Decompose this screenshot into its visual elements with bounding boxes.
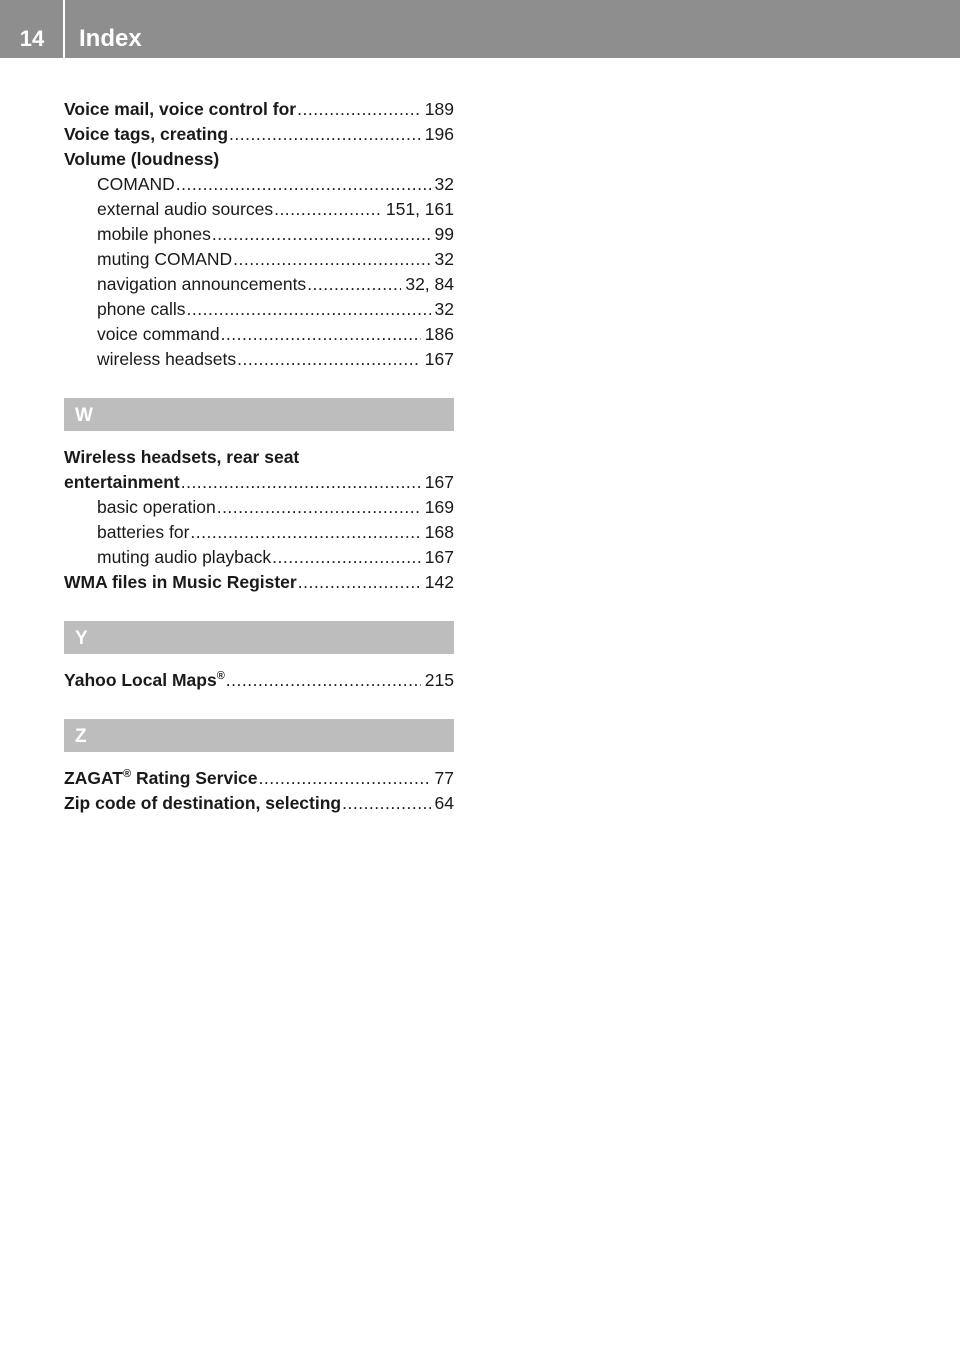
entry-term-text: ZAGAT (64, 768, 123, 788)
subentry-term: basic operation (97, 497, 216, 517)
registered-mark: ® (122, 768, 132, 781)
leader-dots (176, 172, 431, 197)
leader-dots (233, 247, 430, 272)
subentry-term: wireless headsets (97, 349, 237, 369)
subentry-page: 99 (434, 224, 454, 244)
subentry-page: 32, 84 (405, 274, 454, 294)
entry-term (64, 766, 258, 791)
index-subentry (64, 322, 454, 347)
index-entry (64, 122, 454, 147)
entry-term: Voice mail, voice control for (64, 99, 297, 119)
page-number: 14 (19, 26, 45, 51)
entry-page: 64 (434, 793, 454, 813)
index-subentry (64, 545, 454, 570)
index-entry (64, 97, 454, 122)
leader-dots (212, 222, 431, 247)
entry-heading: Wireless headsets, rear seat (64, 447, 300, 467)
leader-dots (259, 766, 431, 791)
entry-page: 77 (434, 768, 454, 788)
index-subentry (64, 172, 454, 197)
subentry-page: 151, 161 (385, 199, 454, 219)
subentry-page: 32 (434, 249, 454, 269)
leader-dots (274, 197, 382, 222)
leader-dots (221, 322, 421, 347)
leader-dots (226, 668, 421, 693)
leader-dots (190, 520, 420, 545)
section-header-y: Y (64, 621, 454, 654)
subentry-term: voice command (97, 324, 220, 344)
index-subentry (64, 495, 454, 520)
leader-dots (187, 297, 431, 322)
leader-dots (272, 545, 421, 570)
entry-page: 196 (424, 124, 454, 144)
entry-term: Zip code of destination, selecting (64, 793, 342, 813)
entry-page: 142 (424, 572, 454, 592)
subentry-page: 186 (424, 324, 454, 344)
subentry-term: batteries for (97, 522, 190, 542)
subentry-term: navigation announcements (97, 274, 307, 294)
subentry-page: 167 (424, 547, 454, 567)
subentry-page: 32 (434, 299, 454, 319)
entry-page: 215 (424, 670, 454, 690)
leader-dots (342, 791, 430, 816)
index-column (64, 97, 454, 816)
index-subentry (64, 197, 454, 222)
index-subentry (64, 347, 454, 372)
registered-mark: ® (216, 670, 225, 683)
index-entry (64, 791, 454, 816)
subentry-page: 169 (424, 497, 454, 517)
index-entry (64, 470, 454, 495)
index-subentry (64, 297, 454, 322)
index-entry (64, 570, 454, 595)
index-subentry (64, 247, 454, 272)
entry-term: entertainment (64, 472, 180, 492)
entry-heading: Volume (loudness) (64, 149, 220, 169)
leader-dots (237, 347, 421, 372)
leader-dots (181, 470, 421, 495)
index-subentry (64, 272, 454, 297)
leader-dots (307, 272, 401, 297)
entry-term-text: Rating Service (131, 768, 258, 788)
index-entry (64, 668, 454, 693)
subentry-term: muting COMAND (97, 249, 233, 269)
index-subentry (64, 222, 454, 247)
leader-dots (229, 122, 421, 147)
entry-term-text: Yahoo Local Maps (64, 670, 217, 690)
entry-term: Voice tags, creating (64, 124, 229, 144)
header-divider (63, 0, 65, 58)
subentry-term: muting audio playback (97, 547, 272, 567)
entry-term: WMA files in Music Register (64, 572, 297, 592)
section-header-z: Z (64, 719, 454, 752)
entry-page: 167 (424, 472, 454, 492)
leader-dots (298, 570, 421, 595)
subentry-page: 168 (424, 522, 454, 542)
section-header-w: W (64, 398, 454, 431)
entry-page: 189 (424, 99, 454, 119)
index-entry (64, 766, 454, 791)
subentry-term: phone calls (97, 299, 186, 319)
page-title: Index (79, 25, 142, 52)
subentry-page: 32 (434, 174, 454, 194)
subentry-term: mobile phones (97, 224, 211, 244)
subentry-term: external audio sources (97, 199, 274, 219)
index-subentry (64, 520, 454, 545)
subentry-term: COMAND (97, 174, 175, 194)
entry-term (64, 668, 225, 693)
page-header (0, 0, 960, 58)
subentry-page: 167 (424, 349, 454, 369)
leader-dots (297, 97, 421, 122)
leader-dots (217, 495, 421, 520)
